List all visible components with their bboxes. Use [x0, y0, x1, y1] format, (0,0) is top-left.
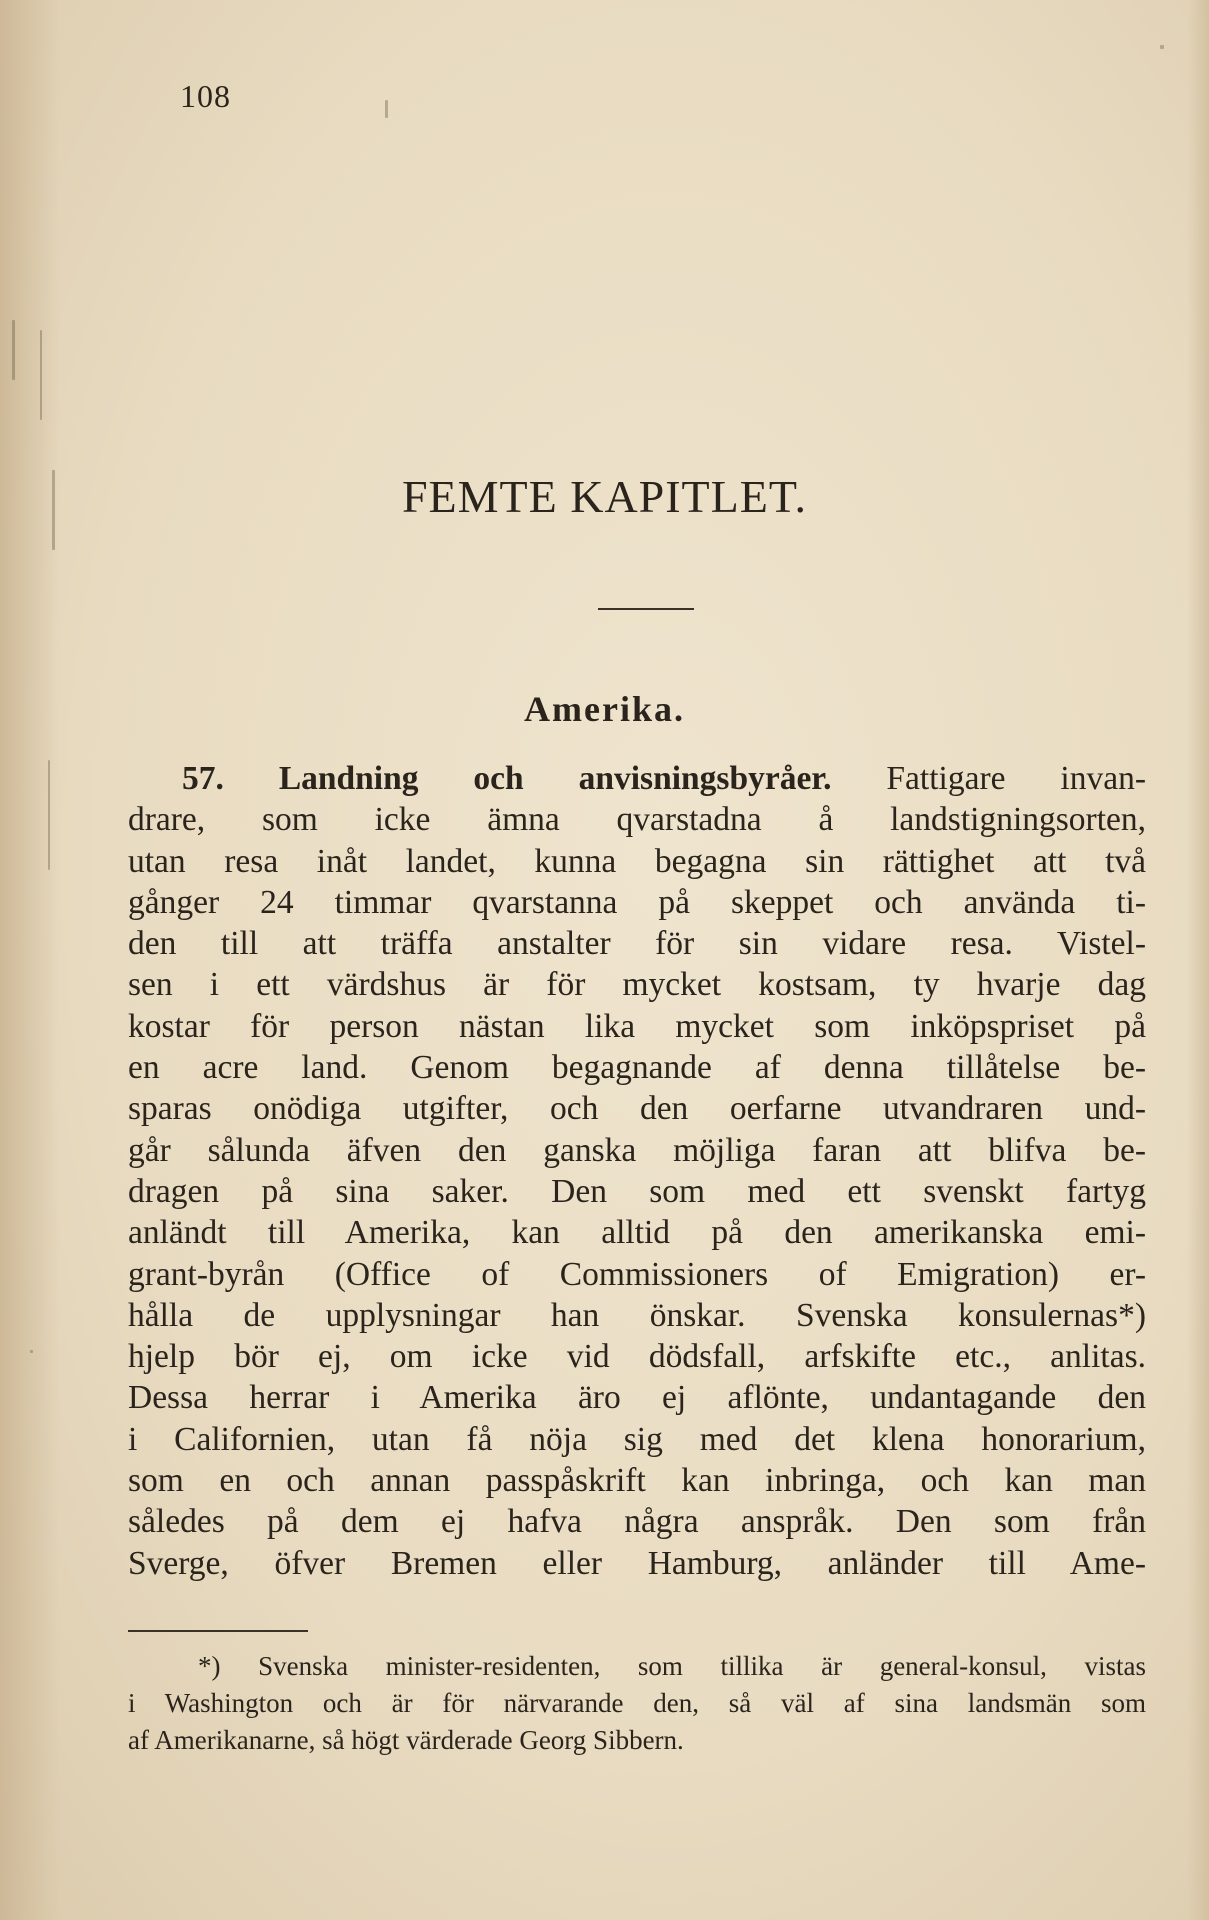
paragraph-title: Landning och anvisningsbyråer. [278, 760, 832, 797]
paragraph-line: dragen på sina saker. Den som med ett svenskt fartyg [128, 1172, 1146, 1210]
paragraph-line: en acre land. Genom begagnande af denna tillåtelse be- [128, 1049, 1146, 1087]
footnote [128, 1648, 1146, 1759]
paragraph-line: som en och annan passpåskrift kan inbringa, och kan man [128, 1462, 1146, 1500]
paragraph-57 [128, 758, 1146, 1584]
paragraph-line: sparas onödiga utgifter, och den oerfarne utvandraren und- [128, 1090, 1146, 1128]
footnote-line: *) Svenska minister-residenten, som tillika är general-konsul, vistas [198, 1651, 1146, 1681]
section-heading: Amerika. [524, 689, 685, 729]
page-edge-shadow [1187, 0, 1209, 1920]
paragraph-line: sen i ett värdshus är för mycket kostsam, ty hvarje dag [128, 966, 1146, 1004]
paragraph-line: går sålunda äfven den ganska möjliga faran att blifva be- [128, 1131, 1146, 1169]
paragraph-line: hålla de upplysningar han önskar. Svenska konsulernas*) [128, 1296, 1146, 1334]
gutter-shadow [0, 0, 60, 1920]
footnote-rule [128, 1630, 308, 1632]
paragraph-line: utan resa inåt landet, kunna begagna sin rättighet att två [128, 842, 1146, 880]
page-number: 108 [180, 78, 231, 114]
chapter-title: FEMTE KAPITLET. [401, 471, 808, 522]
footnote-line: i Washington och är för närvarande den, så väl af sina landsmän som [128, 1688, 1146, 1718]
paragraph-line: således på dem ej hafva några anspråk. Den som från [128, 1503, 1146, 1541]
paragraph-line: Sverge, öfver Bremen eller Hamburg, anländer till Ame- [128, 1544, 1146, 1582]
paragraph-line: gånger 24 timmar qvarstanna på skeppet och använda ti- [128, 883, 1146, 921]
paragraph-line: kostar för person nästan lika mycket som inköpspriset på [128, 1007, 1146, 1045]
paragraph-line: i Californien, utan få nöja sig med det klena honorarium, [128, 1420, 1146, 1458]
paragraph-line: hjelp bör ej, om icke vid dödsfall, arfskifte etc., anlitas. [128, 1338, 1146, 1376]
paragraph-line: anländt till Amerika, kan alltid på den amerikanska emi- [128, 1214, 1146, 1252]
footnote-line-last: af Amerikanarne, så högt värderade Georg Sibbern. [128, 1725, 684, 1755]
paragraph-line: grant-byrån (Office of Commissioners of Emigration) er- [128, 1255, 1146, 1293]
paragraph-line: Dessa herrar i Amerika äro ej aflönte, undantagande den [128, 1379, 1146, 1417]
paragraph-line: drare, som icke ämna qvarstadna å landstigningsorten, [128, 801, 1146, 839]
paragraph-number: 57. [182, 760, 224, 797]
paragraph-line-text: Fattigare invan- [886, 760, 1147, 797]
paragraph-first-line [128, 758, 1146, 799]
paragraph-line: den till att träffa anstalter för sin vidare resa. Vistel- [128, 925, 1146, 963]
title-rule [598, 608, 694, 610]
